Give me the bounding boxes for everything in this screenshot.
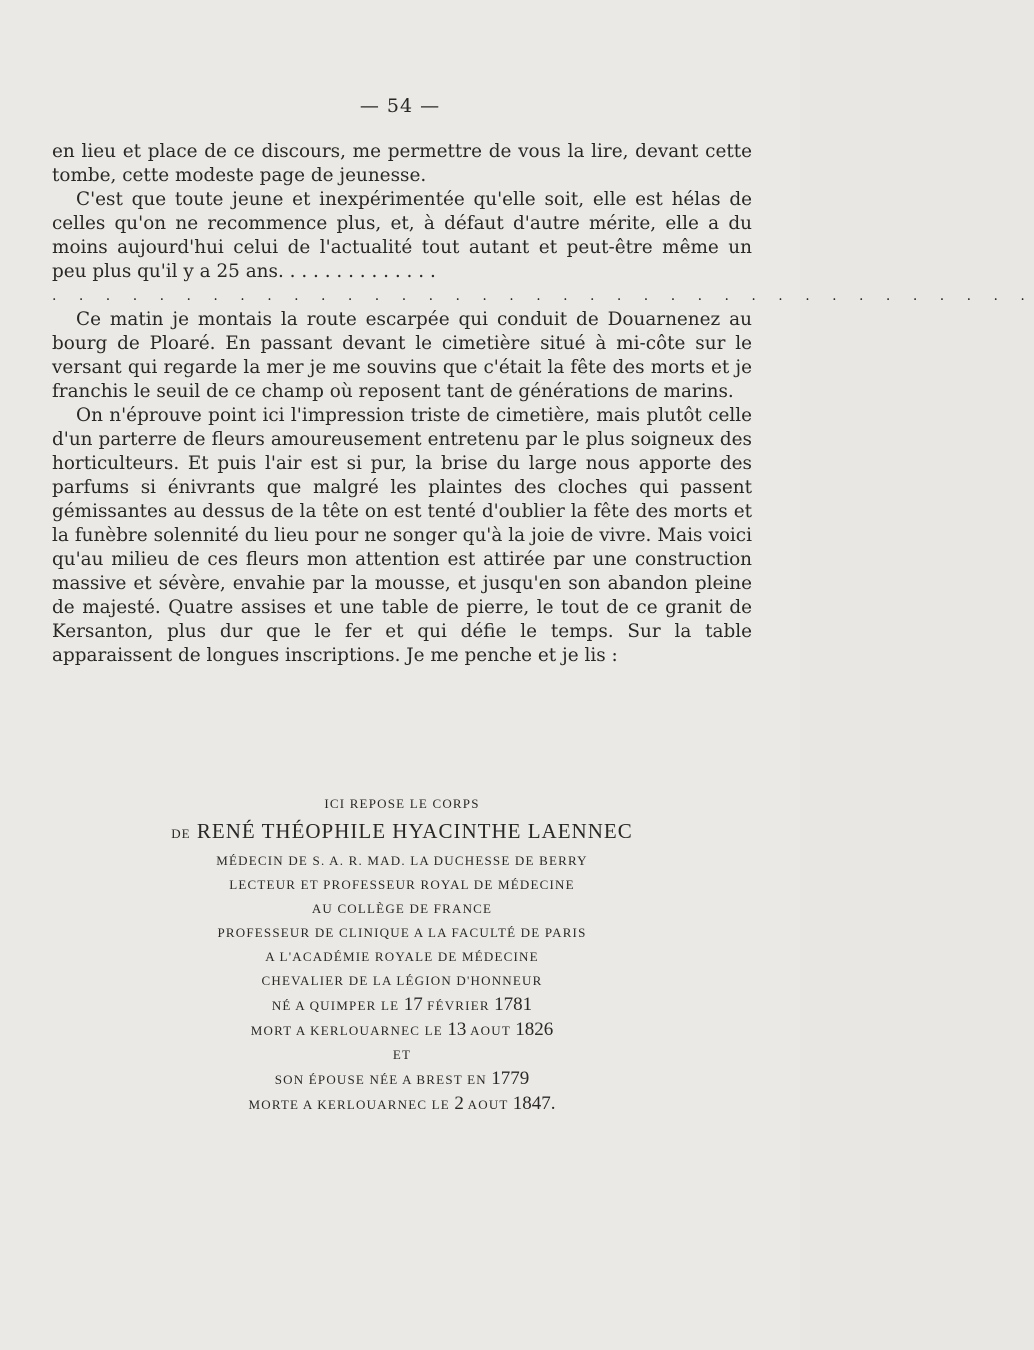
inscription-text: MORT A KERLOUARNEC LE [250,1023,443,1038]
paragraph-1: en lieu et place de ce discours, me permettre de vous la lire, devant cette tombe, cette modeste page de jeunesse. [52,141,752,186]
inscription-year: 1781 [494,994,533,1015]
inscription-month: AOUT [467,1097,509,1112]
inscription-day: 2 [454,1093,464,1114]
inscription-text: NÉ A QUIMPER LE [271,998,400,1013]
inscription-line: CHEVALIER DE LA LÉGION D'HONNEUR [261,973,543,988]
paragraph-3: Ce matin je montais la route escarpée qui conduit de Douarnenez au bourg de Ploaré. En passant devant le cimetière situé à mi-côte sur le versant qui regarde la mer je me souvins que c'était la fête des morts et je franchis le seuil de ce champ où reposent tant de générations de marins. [52,309,752,402]
inscription-spouse-birth-line [52,1069,752,1090]
inscription-line: PROFESSEUR DE CLINIQUE A LA FACULTÉ DE PARIS [217,925,587,940]
inscription-month: AOUT [470,1023,511,1038]
inscription-year: 1826 [515,1019,554,1040]
inscription-line: A L'ACADÉMIE ROYALE DE MÉDECINE [265,949,539,964]
paragraph-2: C'est que toute jeune et inexpérimentée qu'elle soit, elle est hélas de celles qu'on ne recommence plus, et, à défaut d'autre mérite, elle a du moins aujourd'hui celui de l'actualité tout autant et peut-être même un peu plus qu'il y a 25 ans. . . . . . . . . . . . . . [52,189,752,282]
inscription-line: MÉDECIN DE S. A. R. MAD. LA DUCHESSE DE BERRY [216,853,588,868]
inscription-year: 1779 [491,1068,530,1089]
page-number: — 54 — [359,95,441,117]
inscription-birth-line [52,995,752,1016]
inscription-day: 13 [447,1019,467,1040]
body-text [52,140,1034,668]
inscription-text: MORTE A KERLOUARNEC LE [248,1097,450,1112]
inscription-line: AU COLLÈGE DE FRANCE [311,901,493,916]
epitaph-inscription [52,790,752,1119]
inscription-day: 17 [403,994,423,1015]
inscription-death-line [52,1020,752,1041]
inscription-text: SON ÉPOUSE NÉE A BREST EN [274,1072,487,1087]
inscription-name-line [52,818,752,847]
inscription-line: ICI REPOSE LE CORPS [324,796,480,811]
inscription-de: DE [171,826,191,841]
inscription-year: 1847. [512,1093,556,1114]
inscription-spouse-death-line [52,1094,752,1115]
inscription-line: ET [392,1047,412,1062]
separator-dots: . . . . . . . . . . . . . . . . . . . . . . . . . . . . . . . . . . . . . [52,288,1034,304]
inscription-month: FÉVRIER [427,998,490,1013]
paragraph-4: On n'éprouve point ici l'impression triste de cimetière, mais plutôt celle d'un parterre de fleurs amoureusement entretenu par le plus soigneux des horticulteurs. Et puis l'air est si pur, la brise du large nous apporte des parfums si énivrants que malgré les plaintes des cloches qui passent gémissantes au dessus de la tête on est tenté d'oublier la fête des morts et la funèbre solennité du lieu pour ne songer qu'à la joie de vivre. Mais voici qu'au milieu de ces fleurs mon attention est attirée par une construction massive et sévère, envahie par la mousse, et jusqu'en son abandon pleine de majesté. Quatre assises et une table de pierre, le tout de ce granit de Kersanton, plus dur que le fer et qui défie le temps. Sur la table apparaissent de longues inscriptions. Je me penche et je lis : [52,405,752,666]
inscription-name: RENÉ THÉOPHILE HYACINTHE LAENNEC [196,819,633,843]
inscription-line: LECTEUR ET PROFESSEUR ROYAL DE MÉDECINE [229,877,575,892]
